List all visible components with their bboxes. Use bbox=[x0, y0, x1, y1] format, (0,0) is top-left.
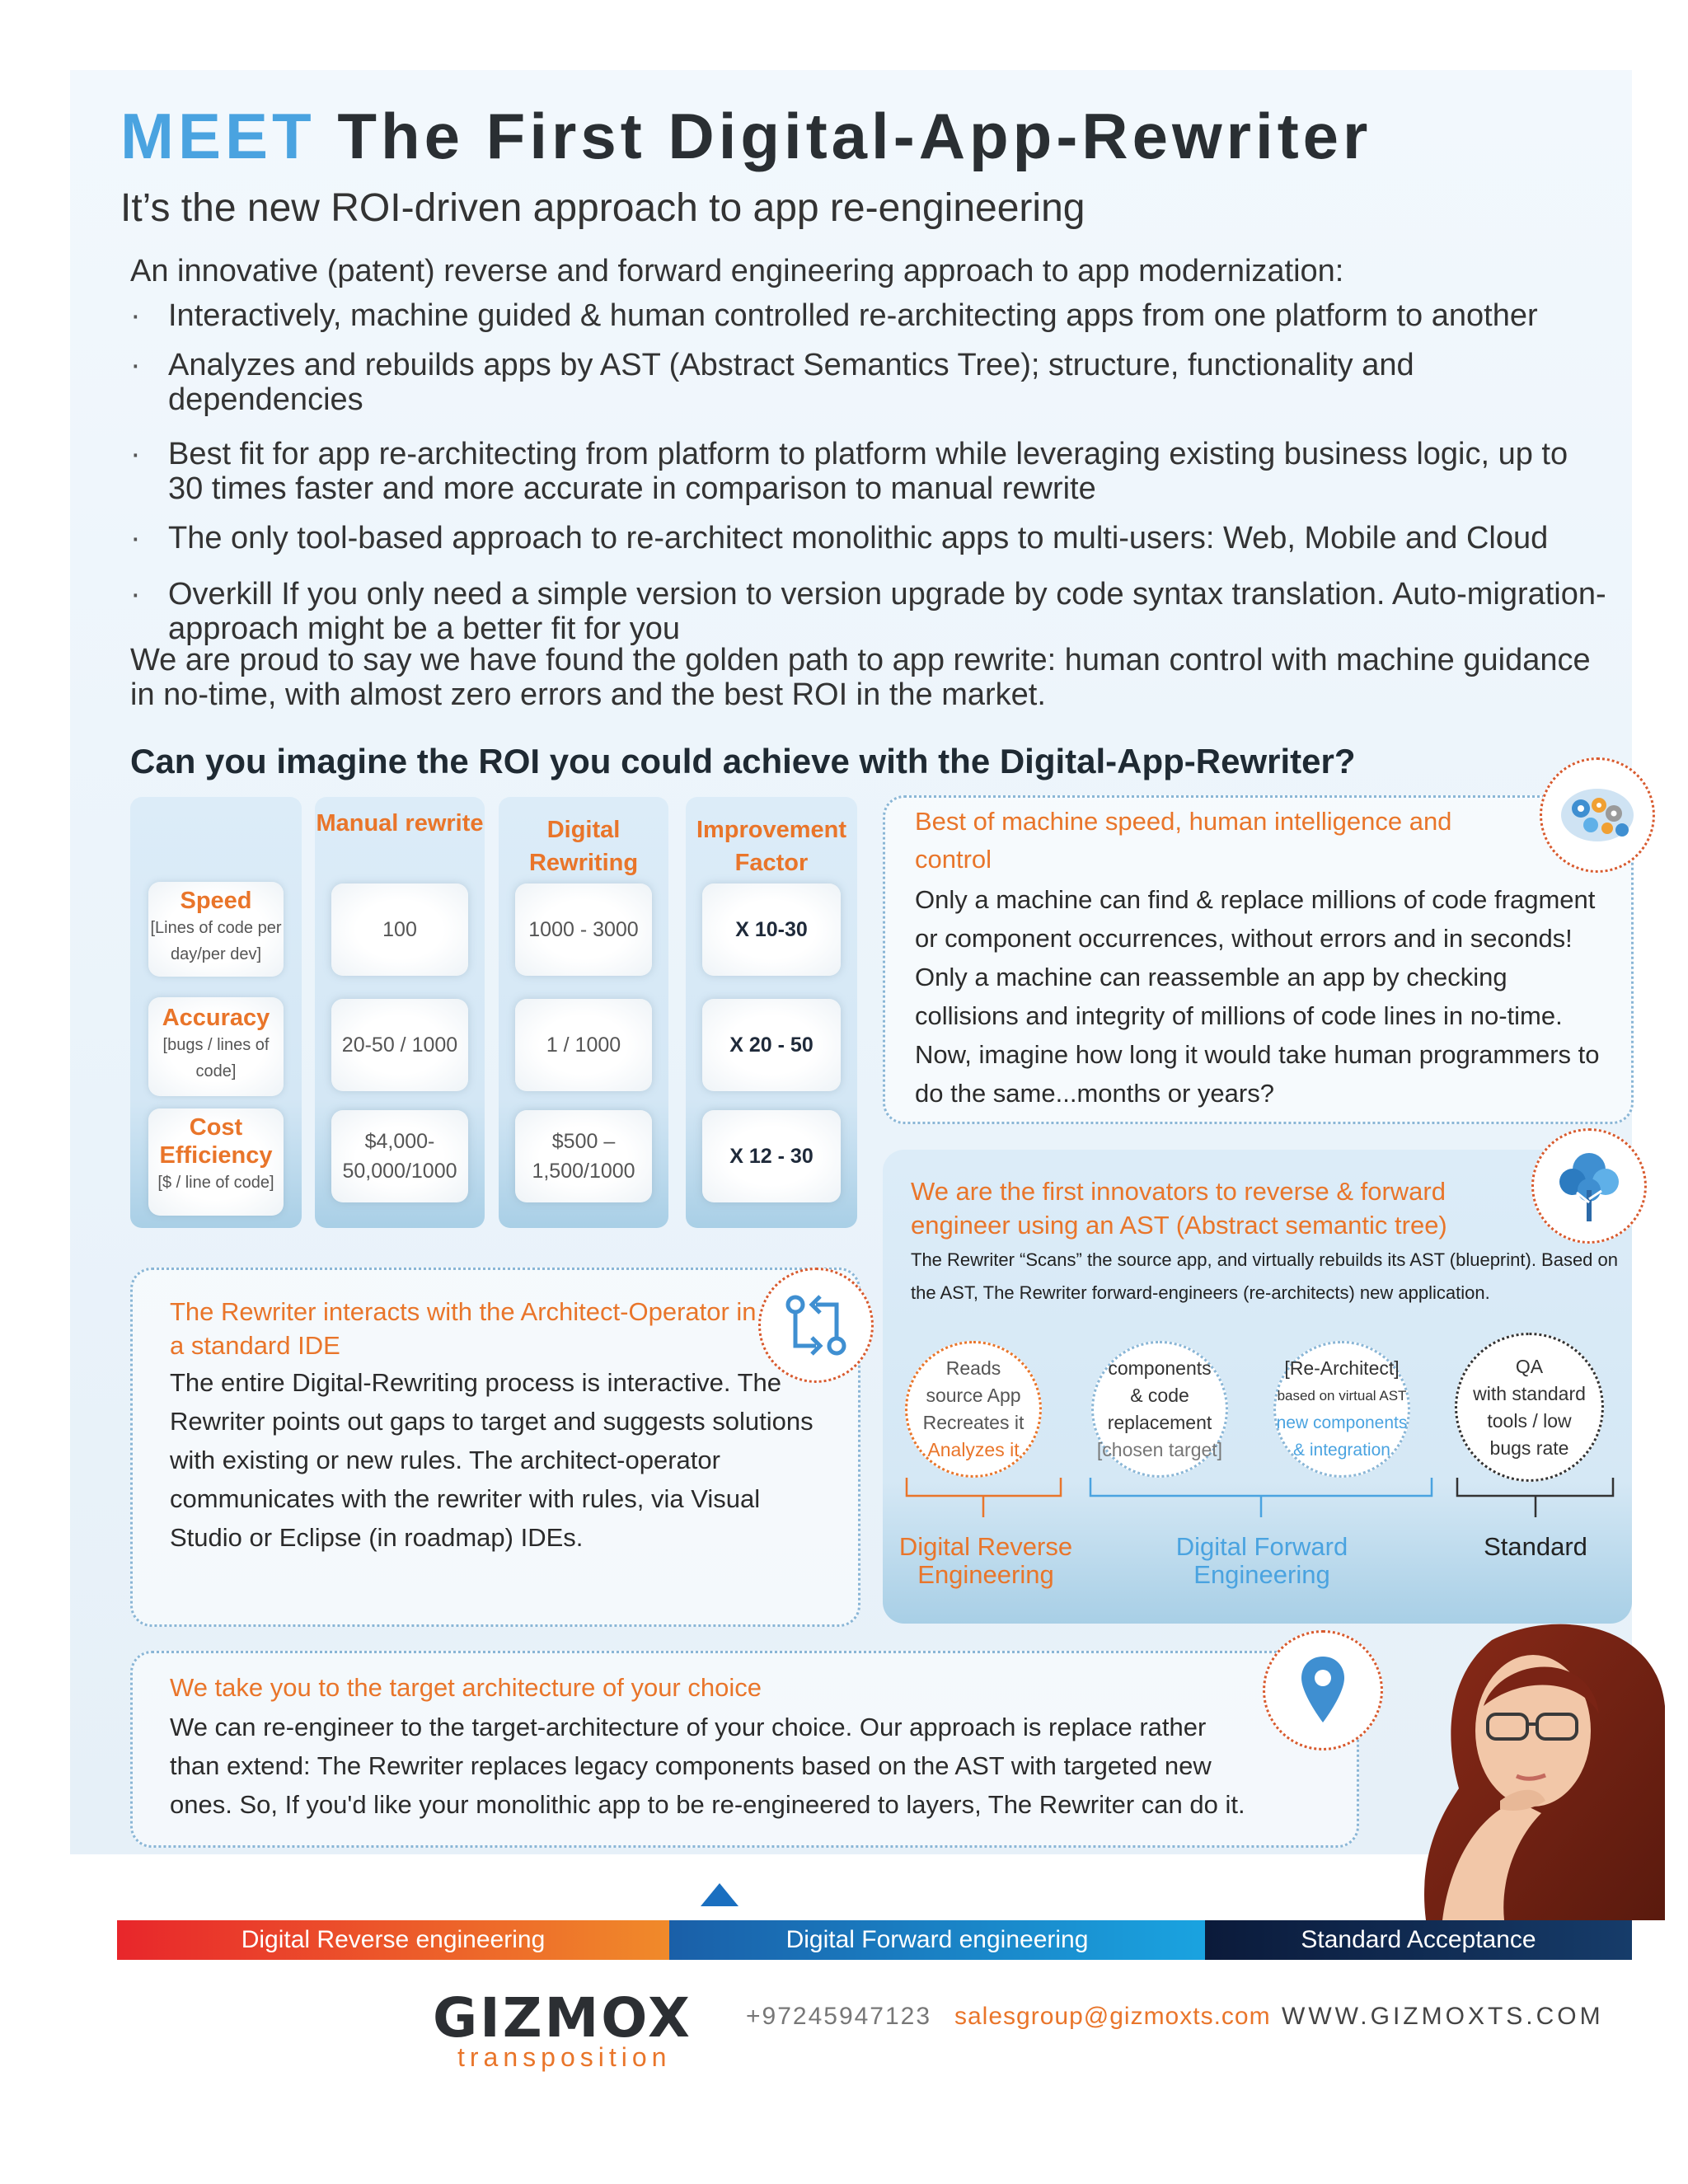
ide-box bbox=[130, 1268, 860, 1627]
location-pin-icon bbox=[1263, 1630, 1383, 1750]
woman-thinking-image bbox=[1393, 1607, 1665, 1920]
label-standard: Standard bbox=[1484, 1532, 1587, 1561]
bullet-item: · The only tool-based approach to re-architect monolithic apps to multi-users: Web, Mobile and Cloud bbox=[124, 521, 1607, 555]
ide-heading: The Rewriter interacts with the Architect-Operator in a standard IDE bbox=[170, 1297, 757, 1360]
box-body: Only a machine can find & replace millions of code fragment or component occurrences, without errors and in seconds! Only a machine can reassemble an app by checking collisions and integrity of millions of code lines in no-time. Now, imagine how long it would take human programmers to do the same...months or years? bbox=[915, 885, 1600, 1108]
brain-gears-icon bbox=[1540, 757, 1655, 873]
ast-box bbox=[883, 1150, 1632, 1624]
machine-speed-box bbox=[883, 795, 1634, 1124]
gizmox-logo: GIZMOX bbox=[433, 1986, 692, 2050]
bracket-lines bbox=[883, 1471, 1632, 1521]
ast-heading: We are the first innovators to reverse & forward engineer using an AST (Abstract semantic tree) bbox=[911, 1177, 1447, 1240]
label-reverse-engineering: Digital Reverse Engineering bbox=[898, 1532, 1073, 1589]
target-body: We can re-engineer to the target-architecture of your choice. Our approach is replace rather than extend: The Rewriter replaces legacy components based on the AST with targeted new ones. So, If you'd like your monolithic app to be re-engineered to layers, The Rewriter can do it. bbox=[170, 1713, 1245, 1819]
table-cell: 1 / 1000 bbox=[515, 999, 652, 1091]
roi-column-manual bbox=[315, 797, 485, 1228]
footer-phone: +97245947123 bbox=[746, 2003, 932, 2030]
step-reverse-circle: Reads source App Recreates it Analyzes it bbox=[905, 1341, 1042, 1478]
table-cell: X 12 - 30 bbox=[702, 1110, 841, 1202]
step-replacement-circle: components & code replacement [chosen target] bbox=[1091, 1341, 1228, 1478]
footer-website[interactable]: WWW.GIZMOXTS.COM bbox=[1282, 2003, 1604, 2030]
roi-question: Can you imagine the ROI you could achieve with the Digital-App-Rewriter? bbox=[130, 742, 1356, 780]
roi-column-factor bbox=[686, 797, 857, 1228]
progress-marker-icon bbox=[701, 1883, 738, 1906]
bullet-item: · Best fit for app re-architecting from platform to platform while leveraging existing business logic, up to 30 times faster and more accurate in comparison to manual rewrite bbox=[124, 437, 1607, 506]
intro-lead: An innovative (patent) reverse and forward engineering approach to app modernization: bbox=[130, 254, 1344, 288]
title-rest: The First Digital-App-Rewriter bbox=[337, 100, 1372, 172]
table-cell: X 10-30 bbox=[702, 883, 841, 976]
table-cell: 20-50 / 1000 bbox=[331, 999, 468, 1091]
ide-body: The entire Digital-Rewriting process is interactive. The Rewriter points out gaps to target and suggests solutions with existing or new rules. The architect-operator communicates with the rewriter with rules, via Visual Studio or Eclipse (in roadmap) IDEs. bbox=[170, 1368, 814, 1552]
page-subtitle: It’s the new ROI-driven approach to app re-engineering bbox=[120, 186, 1085, 230]
column-header: Manual rewrite bbox=[316, 810, 484, 837]
row-label-accuracy: Accuracy [bugs / lines of code] bbox=[148, 997, 284, 1096]
row-label-speed: Speed [Lines of code per day/per dev] bbox=[148, 882, 284, 977]
bar-standard-acceptance: Standard Acceptance bbox=[1205, 1920, 1632, 1960]
logo-tagline: transposition bbox=[457, 2042, 672, 2072]
tree-icon bbox=[1531, 1128, 1647, 1244]
proud-statement: We are proud to say we have found the golden path to app rewrite: human control with machine guidance in no-time, with almost zero errors and the best ROI in the market. bbox=[130, 643, 1591, 712]
target-box bbox=[130, 1651, 1359, 1848]
bullet-item: · Analyzes and rebuilds apps by AST (Abstract Semantics Tree); structure, functionality and dependencies bbox=[124, 348, 1607, 417]
column-header: Improvement Factor bbox=[696, 817, 847, 876]
bar-forward-engineering: Digital Forward engineering bbox=[669, 1920, 1205, 1960]
bullet-item: · Overkill If you only need a simple version to version upgrade by code syntax translation. Auto-migration-approach might be a better fit for you bbox=[124, 577, 1607, 646]
table-cell: X 20 - 50 bbox=[702, 999, 841, 1091]
step-qa-circle: QA with standard tools / low bugs rate bbox=[1455, 1333, 1604, 1482]
label-forward-engineering: Digital Forward Engineering bbox=[1175, 1532, 1348, 1589]
flow-arrows-icon bbox=[758, 1268, 874, 1383]
ast-body: The Rewriter “Scans” the source app, and virtually rebuilds its AST (blueprint). Based on the AST, The Rewriter forward-engineers (re-architects) new application. bbox=[911, 1249, 1618, 1303]
column-header: Digital Rewriting bbox=[528, 817, 639, 876]
box-heading: Best of machine speed, human intelligence and control bbox=[915, 807, 1452, 874]
page-title bbox=[120, 99, 1372, 174]
intro-bullets bbox=[124, 298, 1607, 646]
title-meet: MEET bbox=[120, 100, 316, 172]
roi-column-digital bbox=[499, 797, 668, 1228]
target-heading: We take you to the target architecture of your choice bbox=[170, 1673, 762, 1702]
step-rearchitect-circle: [Re-Architect] based on virtual AST new components & integration bbox=[1273, 1341, 1410, 1478]
roi-label-column bbox=[130, 797, 302, 1228]
table-cell: 1000 - 3000 bbox=[515, 883, 652, 976]
bar-reverse-engineering: Digital Reverse engineering bbox=[117, 1920, 669, 1960]
row-label-cost: Cost Efficiency [$ / line of code] bbox=[148, 1108, 284, 1216]
table-cell: $4,000-50,000/1000 bbox=[331, 1110, 468, 1202]
table-cell: 100 bbox=[331, 883, 468, 976]
bullet-item: · Interactively, machine guided & human controlled re-architecting apps from one platform to another bbox=[124, 298, 1607, 333]
footer-email[interactable]: salesgroup@gizmoxts.com bbox=[954, 2003, 1271, 2030]
table-cell: $500 – 1,500/1000 bbox=[515, 1110, 652, 1202]
